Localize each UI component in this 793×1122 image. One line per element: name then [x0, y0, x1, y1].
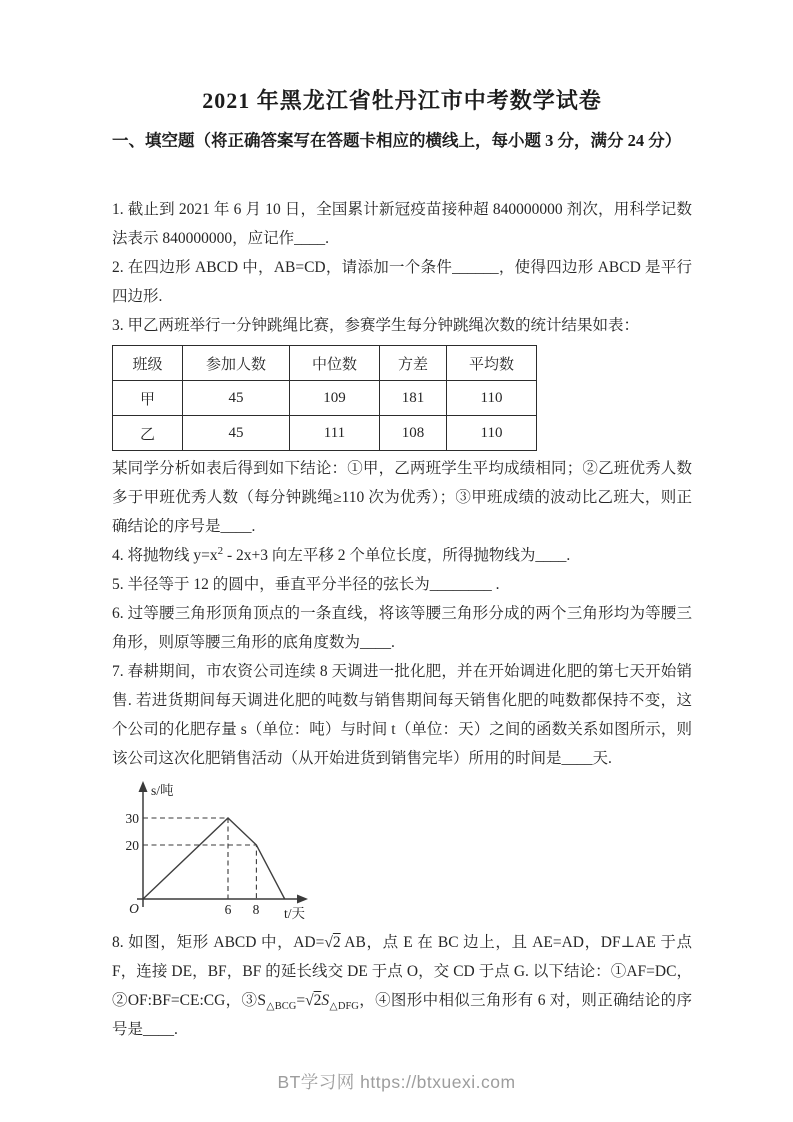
cell-mean-yi: 110 — [447, 416, 537, 451]
y-axis-label: s/吨 — [151, 783, 174, 798]
cell-class-jia: 甲 — [113, 381, 183, 416]
x-tick-8: 8 — [252, 902, 260, 917]
q8-text-5: ，④图形中相似三角形有 6 对，则正确结论的序号是____. — [112, 992, 692, 1038]
jump-rope-stats-table — [112, 345, 537, 451]
q4-text-post: - 2x+3 向左平移 2 个单位长度，所得抛物线为____. — [223, 547, 571, 564]
question-3-note: 某同学分析如表后得到如下结论：①甲，乙两班学生平均成绩相同；②乙班优秀人数多于甲班优秀人数（每分钟跳绳≥110 次为优秀）；③甲班成绩的波动比乙班大，则正确结论的序号是____. — [112, 460, 692, 535]
y-tick-20: 20 — [125, 838, 139, 853]
page-title: 2021 年黑龙江省牡丹江市中考数学试卷 — [202, 88, 602, 113]
section-heading: 一、填空题（将正确答案写在答题卡相应的横线上，每小题 3 分，满分 24 分） — [112, 131, 682, 150]
q8-subscript-bcg: △BCG — [265, 1001, 297, 1013]
radical-sign: √ — [324, 934, 333, 951]
radicand: 2 — [332, 934, 341, 951]
guide-1 — [143, 845, 256, 899]
header-participants: 参加人数 — [183, 346, 290, 381]
y-tick-30: 30 — [125, 811, 139, 826]
cell-median-yi: 111 — [290, 416, 380, 451]
question-8 — [112, 928, 692, 1044]
sqrt-expression — [305, 992, 321, 1009]
cell-mean-jia: 110 — [447, 381, 537, 416]
question-2: 2. 在四边形 ABCD 中，AB=CD，请添加一个条件______，使得四边形 ABCD 是平行四边形. — [112, 259, 692, 305]
table-header-row — [113, 346, 537, 381]
line-chart — [112, 779, 352, 924]
table-row — [113, 416, 537, 451]
question-6: 6. 过等腰三角形顶角顶点的一条直线，将该等腰三角形分成的两个三角形均为等腰三角形，则原等腰三角形的底角度数为____. — [112, 605, 692, 651]
question-5: 5. 半径等于 12 的圆中，垂直平分半径的弦长为________ . — [112, 576, 500, 593]
origin-label: O — [129, 901, 139, 916]
question-3-intro: 3. 甲乙两班举行一分钟跳绳比赛，参赛学生每分钟跳绳次数的统计结果如表： — [112, 317, 640, 334]
q4-text-pre: 4. 将抛物线 y=x — [112, 547, 218, 564]
header-variance: 方差 — [380, 346, 447, 381]
cell-class-yi: 乙 — [113, 416, 183, 451]
cell-participants-jia: 45 — [183, 381, 290, 416]
x-axis-arrow-icon — [297, 895, 308, 904]
question-1: 1. 截止到 2021 年 6 月 10 日，全国累计新冠疫苗接种超 840000000 剂次，用科学记数法表示 840000000，应记作____. — [112, 201, 692, 247]
header-mean: 平均数 — [447, 346, 537, 381]
question-7: 7. 春耕期间，市农资公司连续 8 天调进一批化肥，并在开始调进化肥的第七天开始销售. 若进货期间每天调进化肥的吨数与销售期间每天销售化肥的吨数都保持不变，这个公司的化肥存量 s（单位：吨）与时间 t（单位：天）之间的函数关系如图所示，则该公司这次化肥销售活动（从开始进货到销售完毕）所用的时间是____天. — [112, 663, 692, 767]
q8-text-2: AB，点 E 在 BC 边上，且 AE=AD，DF⊥AE 于点 F，连接 DE，BF，BF 的延长线交 DE 于点 O，交 CD 于点 G. 以下结论：①AF=DC，②OF:BF=CE:CG，③S — [112, 934, 692, 1009]
sqrt-expression — [324, 934, 340, 951]
radical-sign: √ — [305, 992, 314, 1009]
table-row — [113, 381, 537, 416]
x-tick-6: 6 — [224, 902, 232, 917]
exam-content — [112, 86, 692, 1044]
q8-text-1: 8. 如图，矩形 ABCD 中，AD= — [112, 934, 325, 951]
fertilizer-stock-graph — [112, 779, 352, 924]
q8-text-3: = — [296, 992, 306, 1009]
cell-variance-jia: 181 — [380, 381, 447, 416]
radicand: 2 — [313, 992, 322, 1009]
watermark-footer: BT学习网 https://btxuexi.com — [277, 1072, 516, 1092]
cell-variance-yi: 108 — [380, 416, 447, 451]
y-axis-arrow-icon — [139, 781, 148, 792]
fertilizer-line — [143, 818, 285, 899]
header-median: 中位数 — [290, 346, 380, 381]
q4-exponent: 2 — [217, 544, 224, 557]
q8-text-4: S — [321, 992, 330, 1009]
header-class: 班级 — [113, 346, 183, 381]
cell-median-jia: 109 — [290, 381, 380, 416]
x-axis-label: t/天 — [284, 906, 306, 921]
cell-participants-yi: 45 — [183, 416, 290, 451]
q8-subscript-dfg: △DFG — [329, 1001, 359, 1013]
question-4 — [112, 541, 692, 570]
